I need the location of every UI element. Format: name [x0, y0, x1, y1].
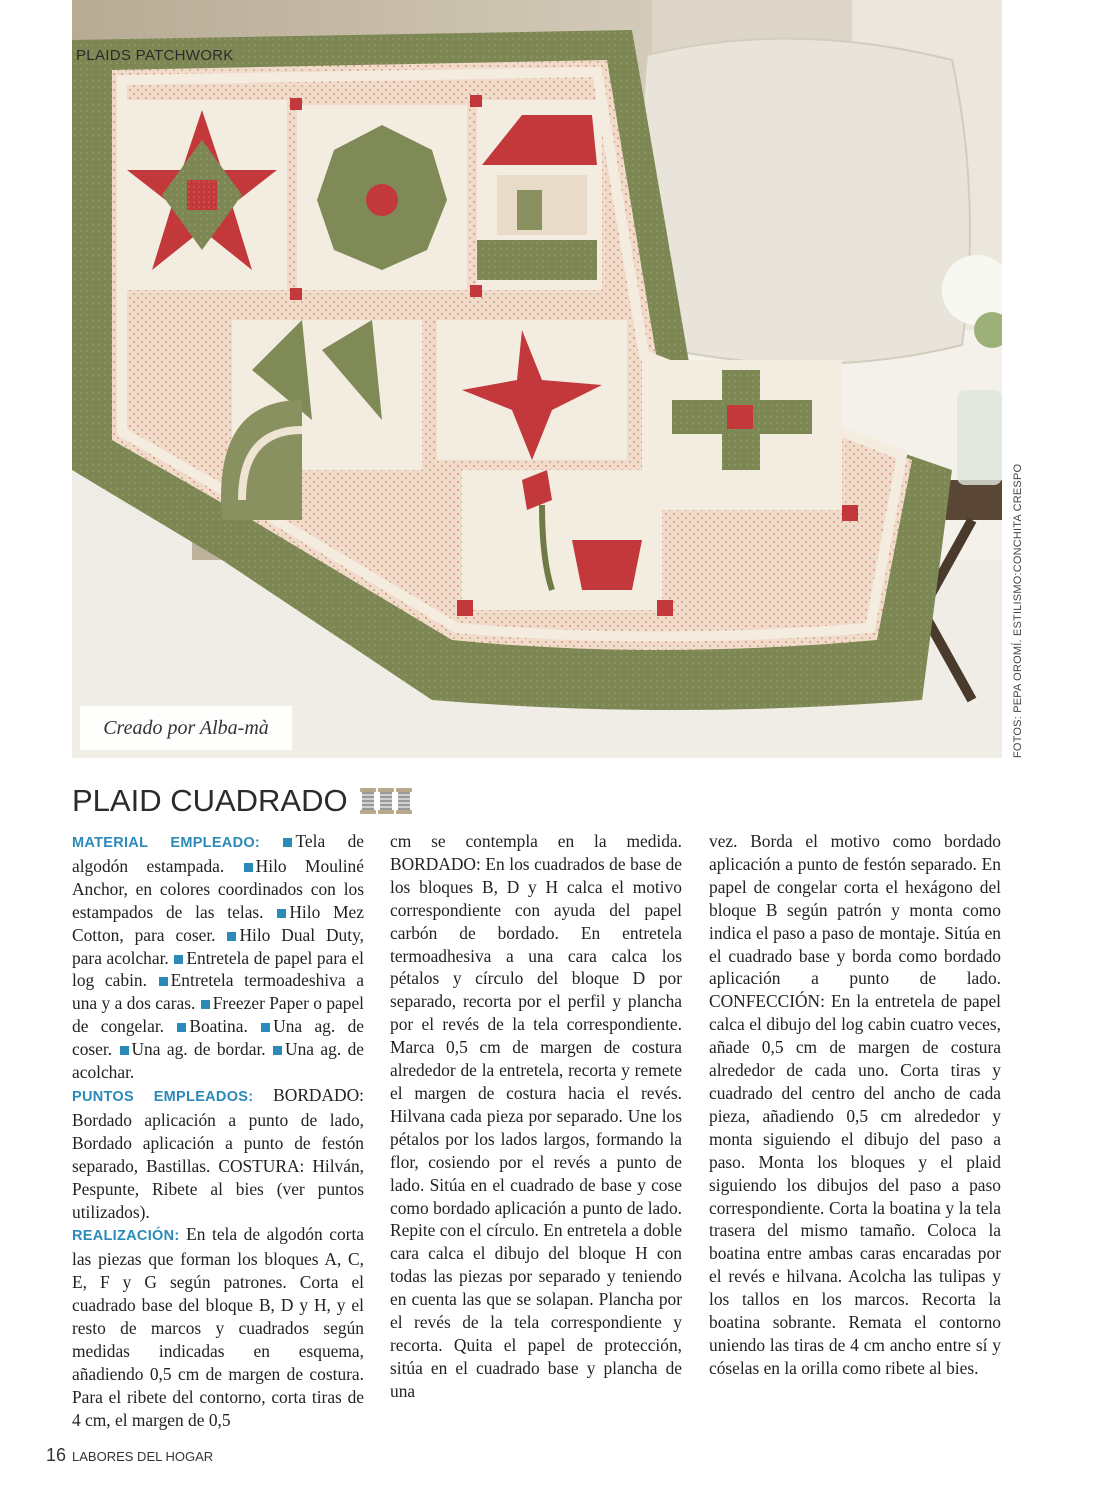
- spool-icon: [396, 788, 412, 814]
- material-item: Boatina.: [189, 1016, 248, 1037]
- realizacion-text: En tela de algodón corta las piezas que forman los bloques A, C, E, F y G según patrones. Corta el cuadrado base del bloque B, D y H, y el resto de marcos y cuadrados según medidas indicadas en esquema, añadiendo 0,5 cm de margen de costura. Para el ribete del contorno, corta tiras de 4 cm, el margen de 0,5: [72, 1224, 364, 1430]
- material-item: Entretela de papel para el log cabin.: [72, 947, 364, 991]
- material-item: Hilo Mez Cotton, para coser.: [72, 901, 364, 945]
- bullet-icon: [120, 1046, 129, 1055]
- column-2: cm se contempla en la medida. BORDADO: En los cuadrados de base de los bloques B, D y H calca el motivo correspondiente con ayuda del papel carbón de bordado. En entretela termoadhesiva a una cara calca los pétalos y círculo del bloque D por separado, recorta por el perfil y plancha por el revés de la tela correspondiente. Marca 0,5 cm de margen de costura alrededor de la entretela, recorta y remete el margen de costura hacia el revés. Hilvana cada pieza por separado. Une los pétalos por los lados largos, formando la flor, cosiendo por el revés a punto de lado. Sitúa en el cuadrado de base y cose como bordado aplicación a punto de lado. Repite con el círculo. En entretela a doble cara calca el dibujo del bloque H con todas las piezas por separado y teniendo en cuenta las que se solapan. Plancha por el revés de la tela correspondiente y recorta. Quita el papel de protección, sitúa en el cuadrado base y plancha de una: [390, 831, 682, 1401]
- bullet-icon: [273, 1046, 282, 1055]
- bullet-icon: [177, 1023, 186, 1032]
- quilt-photo: [72, 0, 1002, 758]
- quilt-illustration: [72, 0, 1002, 758]
- material-item: Una ag. de acolchar.: [72, 1039, 364, 1083]
- page-footer: [46, 1445, 213, 1466]
- material-item: Una ag. de coser.: [72, 1016, 364, 1060]
- column-3: vez. Borda el motivo como bordado aplicación a punto de festón separado. En papel de congelar corta el hexágono del bloque B según patrón y monta como indica el paso a paso de montaje. Sitúa en el cuadrado base y borda como bordado aplicación a punto de lado. CONFECCIÓN: En la entretela de papel calca el dibujo del log cabin cuatro veces, añade 0,5 cm de margen de costura alrededor de cada uno. Corta tiras y cuadrado del centro del ancho de cada pieza, añadiendo 0,5 cm alrededor y monta siguiendo el dibujo del paso a paso. Monta los bloques y el plaid siguiendo los dibujos del paso a paso correspondiente. Corta la boatina y la tela trasera del mismo tamaño. Coloca la boatina entre ambas caras encaradas por el revés e hilvana. Acolcha las tulipas y los tallos en los marcos. Recorta la boatina sobrante. Remata el contorno uniendo las tiras de 4 cm ancho entre sí y cóselas en la orilla como ribete al bies.: [709, 831, 1001, 1378]
- column-1: [72, 830, 364, 1432]
- bullet-icon: [244, 863, 253, 872]
- bullet-icon: [261, 1023, 270, 1032]
- spool-icon: [360, 788, 376, 814]
- bullet-icon: [277, 909, 286, 918]
- section-label: PLAIDS PATCHWORK: [76, 47, 234, 64]
- bullet-icon: [159, 977, 168, 986]
- realizacion-heading: REALIZACIÓN:: [72, 1228, 180, 1245]
- creator-caption: Creado por Alba-mà: [80, 706, 292, 750]
- bullet-icon: [283, 838, 292, 847]
- photo-credit: FOTOS: PEPA OROMÍ. ESTILISMO:CONCHITA CRESPO: [1012, 463, 1024, 758]
- bullet-icon: [201, 1000, 210, 1009]
- magazine-name: LABORES DEL HOGAR: [72, 1449, 214, 1464]
- bullet-icon: [174, 955, 183, 964]
- spool-icon: [378, 788, 394, 814]
- page-title: PLAID CUADRADO: [72, 783, 348, 818]
- material-item: Hilo Dual Duty, para acolchar.: [72, 924, 364, 968]
- material-item: Entretela termoadeshiva a una y a dos caras.: [72, 970, 364, 1014]
- bullet-icon: [227, 932, 236, 941]
- material-item: Hilo Mouliné Anchor, en colores coordinados con los estampados de las telas.: [72, 855, 364, 922]
- difficulty-rating: [360, 788, 412, 814]
- material-item: Freezer Paper o papel de congelar.: [72, 993, 364, 1037]
- material-item: Una ag. de bordar.: [131, 1039, 266, 1060]
- material-heading: MATERIAL EMPLEADO:: [72, 835, 261, 851]
- puntos-text: BORDADO: Bordado aplicación a punto de lado, Bordado aplicación a punto de festón separado, Bastillas. COSTURA: Hilván, Pespunte, Ribete al bies (ver puntos utilizados).: [72, 1084, 364, 1222]
- material-item: Tela de algodón estampada.: [72, 831, 364, 876]
- puntos-heading: PUNTOS EMPLEADOS:: [72, 1088, 254, 1105]
- article-title: [72, 783, 412, 819]
- page-number: 16: [46, 1445, 67, 1465]
